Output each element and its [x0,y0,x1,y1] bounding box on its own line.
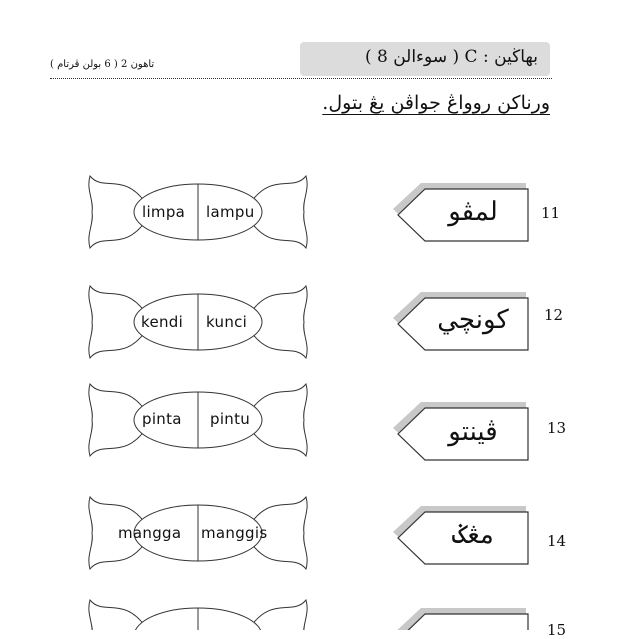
left-word-11: limpa [142,203,186,221]
jawi-word-14: مڠݢ [452,520,494,550]
candy-shape-13 [89,384,307,456]
left-word-14: mangga [118,524,182,542]
jawi-word-11: لمڤو [448,197,498,227]
arrow-tag-15 [393,608,528,630]
jawi-word-12: کونچي [437,305,509,335]
question-number-13: 13 [547,419,567,437]
question-number-14: 14 [547,532,567,550]
skill-label: بهاڬين : C ( سوءالن 8 ) [364,47,538,67]
question-number-12: 12 [544,306,564,324]
question-number-11: 11 [541,204,561,222]
question-number-15: 15 [547,621,567,639]
right-word-13: pintu [210,410,251,428]
right-word-12: kunci [206,313,248,331]
year-label: تاهون 2 ( 6 بولن ڤرتام ) [50,59,155,70]
right-word-14: manggis [201,524,268,542]
right-word-11: lampu [206,203,255,221]
jawi-word-13: ڤينتو [448,417,498,447]
left-word-12: kendi [141,313,184,331]
candy-shape-11 [89,176,307,248]
left-word-13: pinta [142,410,182,428]
candy-shape-15 [89,600,307,630]
candy-shape-12 [89,286,307,358]
instruction-text: ورناکن روواڠ جواڤن يڠ بتول. [322,92,550,114]
